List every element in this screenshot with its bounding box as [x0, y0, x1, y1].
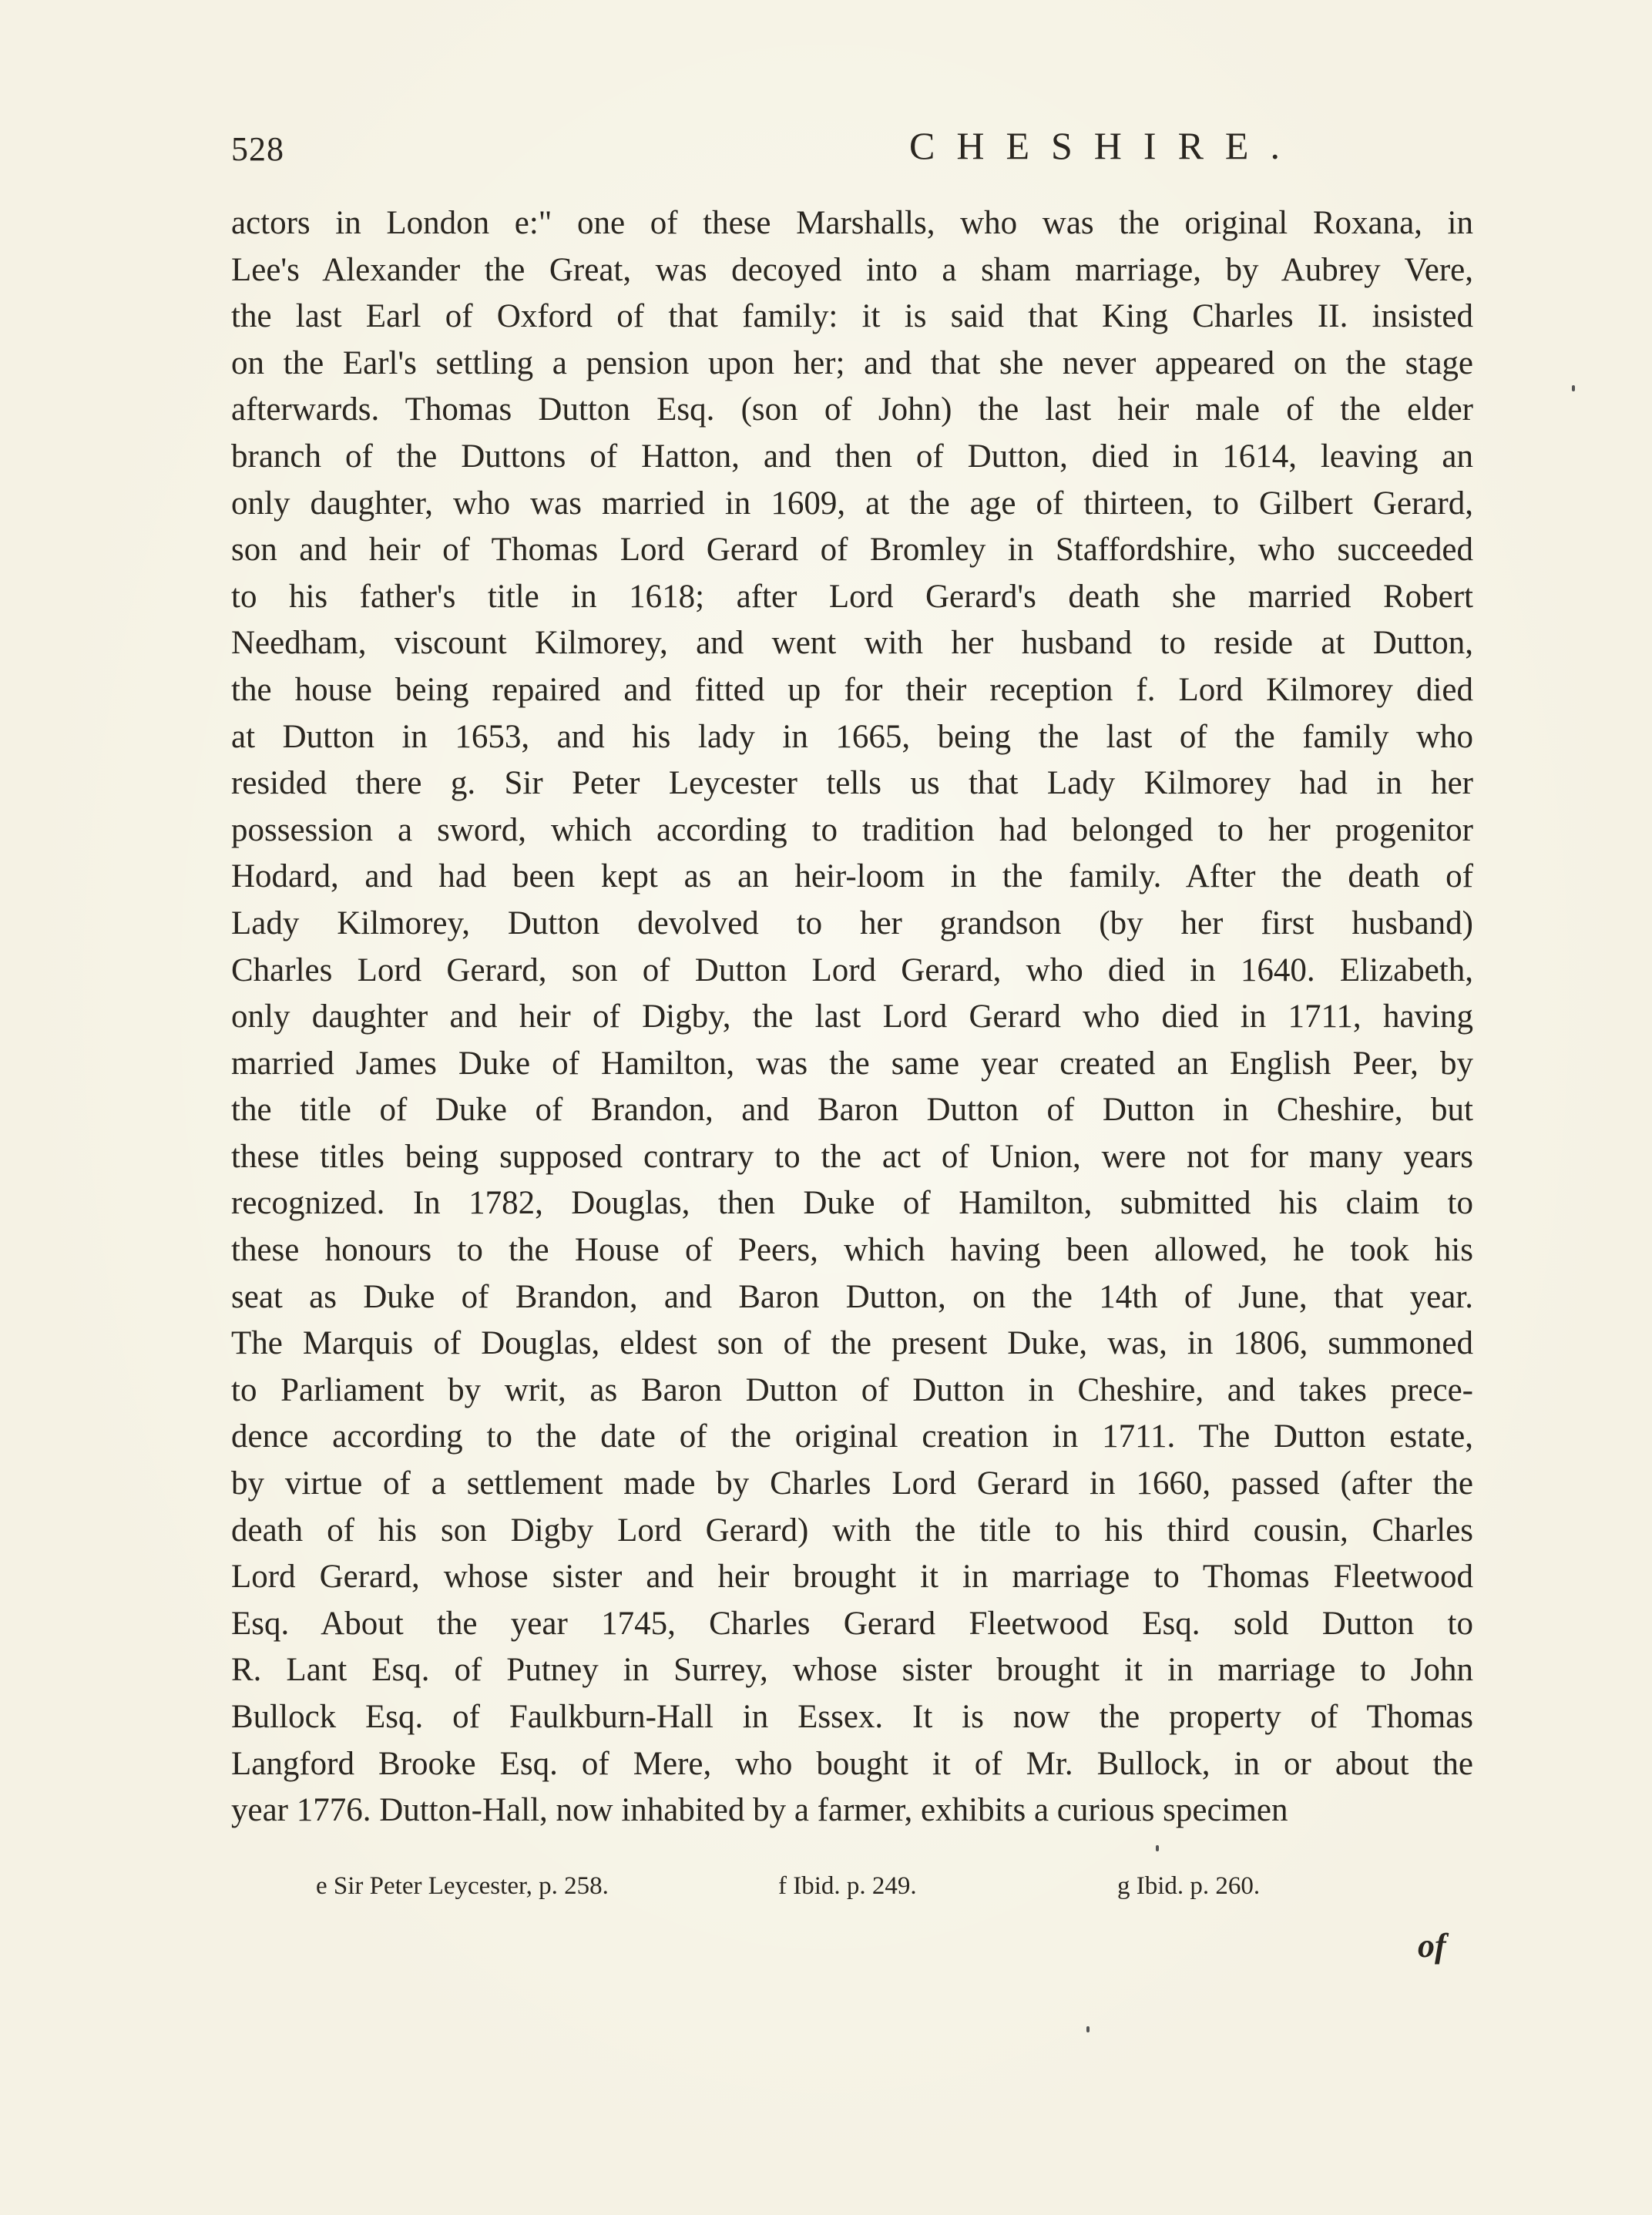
footnotes: [316, 1872, 1348, 1918]
text-line: death of his son Digby Lord Gerard) with the title to his third cousin, Charles: [231, 1512, 1473, 1549]
text-line: at Dutton in 1653, and his lady in 1665, being the last of the family who: [231, 718, 1473, 755]
text-line: R. Lant Esq. of Putney in Surrey, whose sister brought it in marriage to John: [231, 1652, 1473, 1689]
text-line: to Parliament by writ, as Baron Dutton of Dutton in Cheshire, and takes prece-: [231, 1371, 1473, 1408]
text-line: recognized. In 1782, Douglas, then Duke of Hamilton, submitted his claim to: [231, 1185, 1473, 1222]
text-line: Esq. About the year 1745, Charles Gerard Fleetwood Esq. sold Dutton to: [231, 1605, 1473, 1642]
text-line: year 1776. Dutton-Hall, now inhabited by a farmer, exhibits a curious specimen: [231, 1792, 1288, 1829]
text-line: Needham, viscount Kilmorey, and went with her husband to reside at Dutton,: [231, 625, 1473, 662]
text-line: only daughter, who was married in 1609, at the age of thirteen, to Gilbert Gerard,: [231, 485, 1473, 522]
catchword: of: [1418, 1927, 1446, 1965]
text-line: married James Duke of Hamilton, was the same year created an English Peer, by: [231, 1045, 1473, 1082]
text-line: Lee's Alexander the Great, was decoyed into a sham marriage, by Aubrey Vere,: [231, 251, 1473, 288]
body-text: [231, 200, 1473, 1834]
text-line: the last Earl of Oxford of that family: it is said that King Charles II. insisted: [231, 298, 1473, 335]
footnote-f: f Ibid. p. 249.: [778, 1872, 917, 1900]
text-line: Hodard, and had been kept as an heir-loom in the family. After the death of: [231, 858, 1473, 895]
ink-speck: [1572, 385, 1575, 391]
text-line: branch of the Duttons of Hatton, and then of Dutton, died in 1614, leaving an: [231, 438, 1473, 475]
ink-speck: [1156, 1845, 1159, 1851]
text-line: actors in London e:" one of these Marshalls, who was the original Roxana, in: [231, 205, 1473, 241]
ink-speck: [1086, 2026, 1090, 2032]
footnote-e: e Sir Peter Leycester, p. 258.: [316, 1872, 609, 1900]
text-line: the house being repaired and fitted up for their reception f. Lord Kilmorey died: [231, 671, 1473, 708]
running-title: CHESHIRE.: [909, 124, 1301, 167]
text-line: Charles Lord Gerard, son of Dutton Lord Gerard, who died in 1640. Elizabeth,: [231, 951, 1473, 988]
text-line: Bullock Esq. of Faulkburn-Hall in Essex. It is now the property of Thomas: [231, 1699, 1473, 1735]
text-line: these titles being supposed contrary to the act of Union, were not for many years: [231, 1138, 1473, 1175]
text-line: Langford Brooke Esq. of Mere, who bought it of Mr. Bullock, in or about the: [231, 1745, 1473, 1782]
text-line: afterwards. Thomas Dutton Esq. (son of John) the last heir male of the elder: [231, 391, 1473, 428]
text-line: Lady Kilmorey, Dutton devolved to her grandson (by her first husband): [231, 904, 1473, 941]
text-line: these honours to the House of Peers, which having been allowed, he took his: [231, 1232, 1473, 1269]
text-line: Lord Gerard, whose sister and heir brought it in marriage to Thomas Fleetwood: [231, 1559, 1473, 1596]
footnote-g: g Ibid. p. 260.: [1117, 1872, 1261, 1900]
text-line: son and heir of Thomas Lord Gerard of Bromley in Staffordshire, who succeeded: [231, 532, 1473, 569]
text-line: possession a sword, which according to tradition had belonged to her progenitor: [231, 811, 1473, 848]
text-line: The Marquis of Douglas, eldest son of the present Duke, was, in 1806, summoned: [231, 1325, 1473, 1362]
text-line: dence according to the date of the original creation in 1711. The Dutton estate,: [231, 1418, 1473, 1455]
text-line: seat as Duke of Brandon, and Baron Dutton, on the 14th of June, that year.: [231, 1278, 1473, 1315]
text-line: to his father's title in 1618; after Lord Gerard's death she married Robert: [231, 578, 1473, 615]
page-number: 528: [231, 130, 284, 168]
page-header: [231, 123, 1479, 185]
text-line: resided there g. Sir Peter Leycester tells us that Lady Kilmorey had in her: [231, 765, 1473, 802]
text-line: by virtue of a settlement made by Charles Lord Gerard in 1660, passed (after the: [231, 1465, 1473, 1502]
text-line: only daughter and heir of Digby, the last Lord Gerard who died in 1711, having: [231, 998, 1473, 1035]
text-line: the title of Duke of Brandon, and Baron Dutton of Dutton in Cheshire, but: [231, 1092, 1473, 1129]
text-line: on the Earl's settling a pension upon her; and that she never appeared on the stage: [231, 344, 1473, 381]
